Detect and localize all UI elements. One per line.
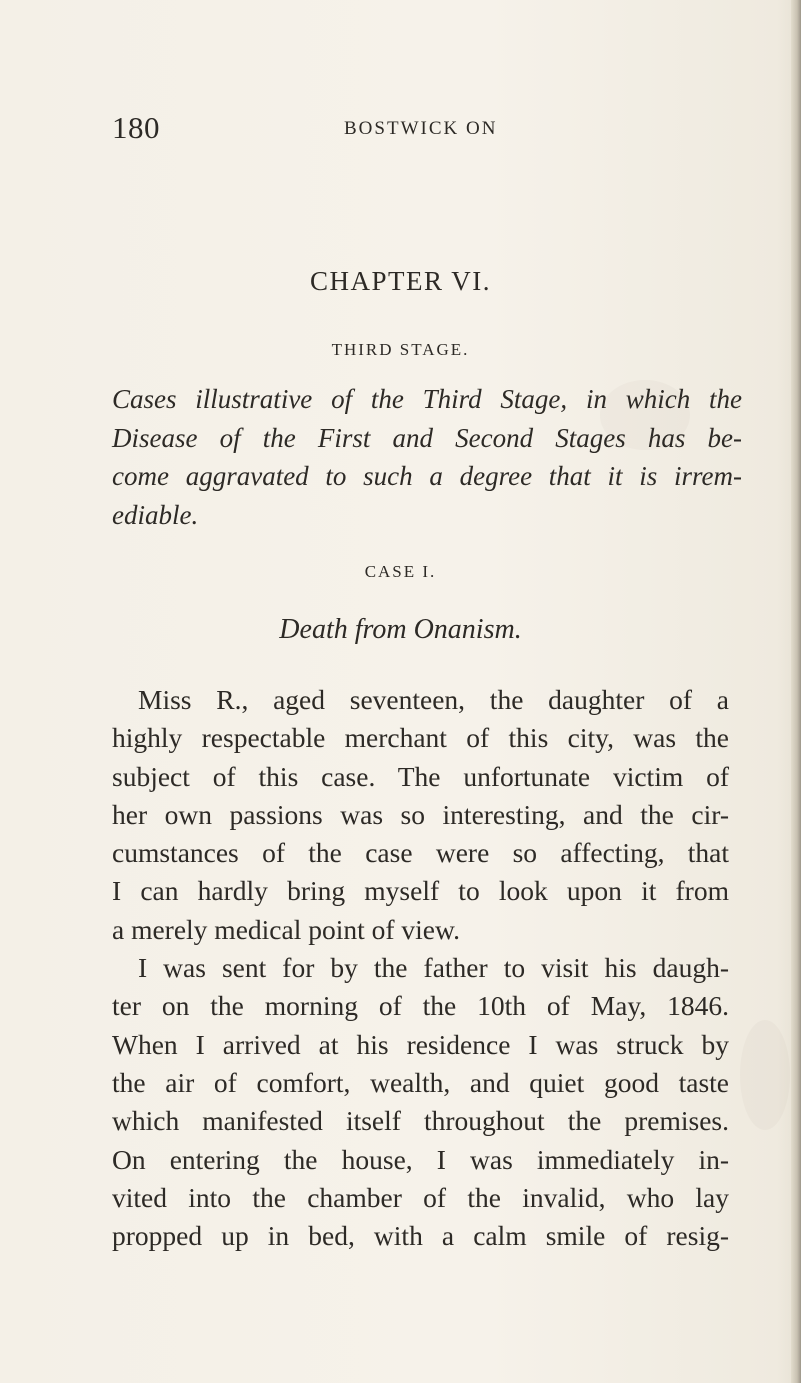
body-line: ter on the morning of the 10th of May, 1846. (112, 990, 729, 1022)
running-title: BOSTWICK ON (344, 118, 498, 139)
summary-line: Disease of the First and Second Stages has be- (112, 422, 742, 453)
body-line: propped up in bed, with a calm smile of resig- (112, 1220, 729, 1252)
summary-line: come aggravated to such a degree that it is irrem- (112, 461, 742, 491)
body-text (112, 681, 729, 1255)
body-line: subject of this case. The unfortunate victim of (112, 760, 729, 792)
body-line: the air of comfort, wealth, and quiet good taste (112, 1066, 729, 1098)
section-title: THIRD STAGE. (331, 340, 470, 359)
chapter-summary (112, 380, 742, 534)
page-number: 180 (112, 110, 160, 145)
body-line: which manifested itself throughout the premises. (112, 1105, 729, 1137)
body-line: vited into the chamber of the invalid, who lay (112, 1181, 729, 1213)
body-line: a merely medical point of view. (112, 913, 460, 945)
body-line: On entering the house, I was immediately in- (112, 1143, 729, 1175)
body-line: When I arrived at his residence I was struck by (112, 1028, 729, 1060)
running-head (112, 110, 732, 150)
body-line: her own passions was so interesting, and the cir- (112, 798, 729, 830)
body-line: cumstances of the case were so affecting, that (112, 837, 729, 869)
summary-line: ediable. (112, 499, 199, 530)
body-line: highly respectable merchant of this city, was the (112, 722, 729, 754)
page-edge (791, 0, 801, 1383)
body-line: I can hardly bring myself to look upon it from (112, 875, 729, 907)
body-line: I was sent for by the father to visit his daugh- (138, 952, 729, 984)
paper-stain (740, 1020, 790, 1130)
summary-line: Cases illustrative of the Third Stage, in which the (112, 384, 742, 414)
case-heading: CASE I. (364, 562, 437, 581)
body-line: Miss R., aged seventeen, the daughter of a (138, 684, 729, 715)
chapter-title: CHAPTER VI. (309, 266, 492, 296)
case-title: Death from Onanism. (279, 614, 522, 645)
